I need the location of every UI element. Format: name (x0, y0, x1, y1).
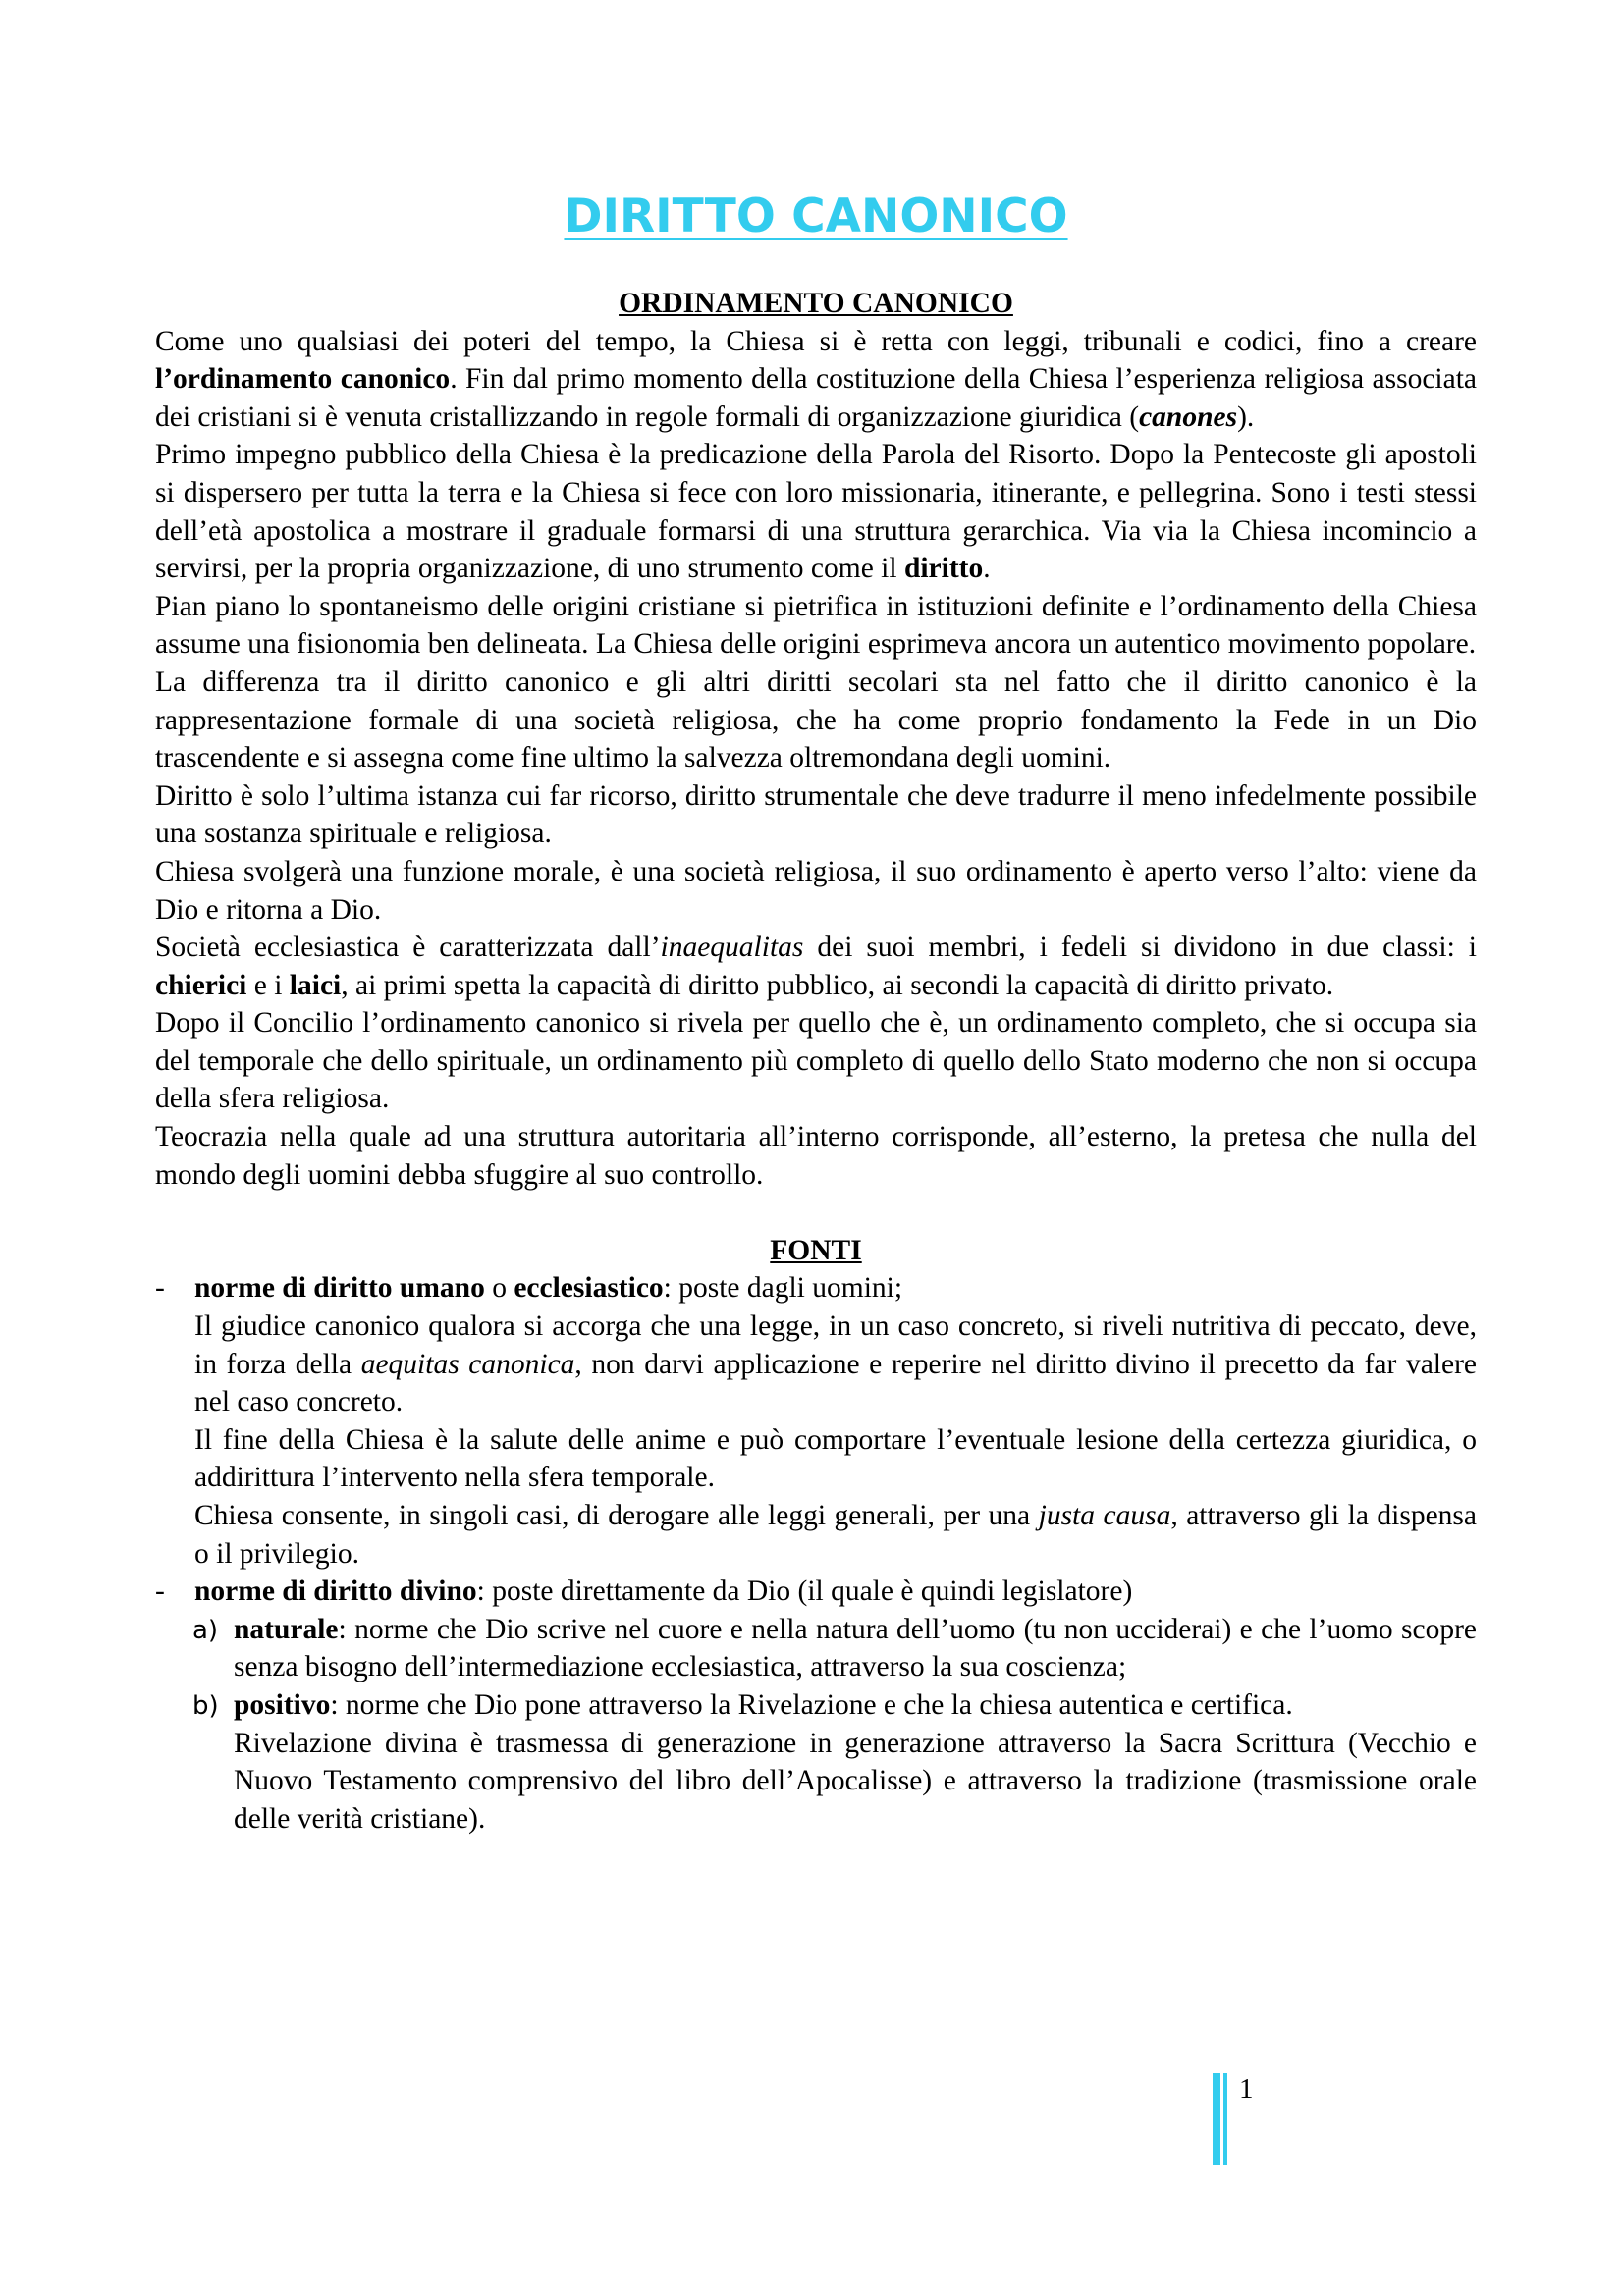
italic-term: justa causa (1038, 1500, 1171, 1531)
paragraph (155, 929, 1477, 1004)
list-item-paragraph (194, 1497, 1477, 1573)
sub-item-marker: b) (192, 1690, 219, 1721)
bold-term: l’ordinamento canonico (155, 363, 451, 396)
paragraph (155, 323, 1477, 437)
text-span: , attraverso gli la dispensa o il privilegio. (194, 1500, 1478, 1570)
bold-term: norme di diritto divino (194, 1575, 477, 1608)
text-span: : poste direttamente da Dio (il quale è quindi legislatore) (476, 1575, 1133, 1608)
text-span: . (983, 553, 991, 585)
text-span: , non darvi applicazione e reperire nel diritto divino il precetto da far valere nel caso concreto. (194, 1348, 1477, 1418)
section-heading-fonti: FONTI (770, 1234, 862, 1266)
list-item-paragraph: Il fine della Chiesa è la salute delle anime e può comportare l’eventuale lesione della certezza giuridica, o addirittura l’intervento nella sfera temporale. (194, 1423, 1477, 1494)
text-span: , ai primi spetta la capacità di diritto pubblico, ai secondi la capacità di diritto privato. (341, 969, 1334, 1001)
text-span: : norme che Dio pone attraverso la Rivelazione e che la chiesa autentica e certifica. (330, 1688, 1293, 1721)
sub-item-naturale (155, 1611, 1477, 1686)
text-span: Società ecclesiastica è caratterizzata dall’ (155, 932, 661, 964)
bold-term: diritto (903, 553, 984, 585)
footer-accent-bar (1223, 2073, 1227, 2165)
list-item-heading (194, 1269, 1477, 1308)
list-item-paragraph (194, 1308, 1477, 1421)
italic-term: inaequalitas (660, 932, 804, 964)
text-span: Primo impegno pubblico della Chiesa è la predicazione della Parola del Risorto. Dopo la Pentecoste gli apostoli si dispersero per tutta la terra e la Chiesa si fece con loro missionaria, itinerante, e pellegrina. Sono i testi stessi dell’età apostolica a mostrare il graduale formarsi di una struttura gerarchica. Via via la Chiesa incomincio a servirsi, per la propria organizzazione, di uno strumento come il (155, 439, 1477, 585)
sub-item-text (234, 1611, 1477, 1686)
list-item-diritto-divino (155, 1573, 1477, 1611)
bold-term: naturale (234, 1613, 339, 1645)
text-span: Chiesa consente, in singoli casi, di derogare alle leggi generali, per una (194, 1500, 1039, 1531)
italic-bold-term: canones (1139, 400, 1238, 433)
sub-item-marker: a) (192, 1615, 219, 1645)
sub-item-text: Rivelazione divina è trasmessa di generazione in generazione attraverso la Sacra Scrittura (Vecchio e Nuovo Testamento comprensivo del libro dell’Apocalisse) e attraverso la tradizione (trasmissione orale delle verità cristiane). (234, 1727, 1477, 1835)
list-item-diritto-umano (155, 1269, 1477, 1573)
bold-term: norme di diritto umano (194, 1272, 485, 1305)
text-span: : norme che Dio scrive nel cuore e nella natura dell’uomo (tu non ucciderai) e che l’uomo scopre senza bisogno dell’intermediazione ecclesiastica, attraverso la sua coscienza; (234, 1613, 1477, 1683)
bold-term: laici (289, 969, 342, 1001)
sub-item-text (234, 1686, 1477, 1725)
list-item-heading (194, 1573, 1477, 1611)
text-span: Come uno qualsiasi dei poteri del tempo, la Chiesa si è retta con leggi, tribunali e codici, fino a creare (155, 325, 1477, 357)
spacer (155, 1194, 1477, 1232)
text-span: e i (246, 969, 290, 1001)
text-span: Il giudice canonico qualora si accorga che una legge, in un caso concreto, si riveli nutritiva di peccato, deve, in forza della (194, 1310, 1477, 1380)
bold-term: chierici (155, 969, 247, 1001)
text-span: o (484, 1272, 514, 1305)
paragraph: Pian piano lo spontaneismo delle origini cristiane si pietrifica in istituzioni definite e l’ordinamento della Chiesa assume una fisionomia ben delineata. La Chiesa delle origini esprimeva ancora un autentico movimento popolare. (155, 590, 1477, 661)
text-span: . Fin dal primo momento della costituzione della Chiesa l’esperienza religiosa associata dei cristiani si è venuta cristallizzando in regole formali di organizzazione giuridica ( (155, 363, 1478, 433)
list-dash: - (155, 1575, 165, 1608)
paragraph: Chiesa svolgerà una funzione morale, è una società religiosa, il suo ordinamento è aperto verso l’alto: viene da Dio e ritorna a Dio. (155, 855, 1477, 926)
text-span: dei suoi membri, i fedeli si dividono in due classi: i (803, 932, 1477, 964)
footer-accent-bar (1213, 2073, 1220, 2165)
paragraph: Diritto è solo l’ultima istanza cui far ricorso, diritto strumentale che deve tradurre il meno infedelmente possibile una sostanza spirituale e religiosa. (155, 779, 1477, 850)
bold-term: ecclesiastico (514, 1272, 664, 1305)
paragraph: Dopo il Concilio l’ordinamento canonico si rivela per quello che è, un ordinamento completo, che si occupa sia del temporale che dello spirituale, un ordinamento più completo di quello dello Stato moderno che non si occupa della sfera religiosa. (155, 1007, 1477, 1115)
bold-term: positivo (234, 1688, 331, 1721)
text-span: : poste dagli uomini; (663, 1272, 903, 1305)
paragraph (155, 436, 1477, 587)
paragraph: Teocrazia nella quale ad una struttura autoritaria all’interno corrisponde, all’esterno, la pretesa che nulla del mondo degli uomini debba sfuggire al suo controllo. (155, 1121, 1477, 1191)
document-title: DIRITTO CANONICO (564, 189, 1068, 243)
page-content (155, 187, 1477, 1838)
page-number: 1 (1239, 2073, 1254, 2105)
text-span: ). (1237, 400, 1255, 433)
section-heading-ordinamento: ORDINAMENTO CANONICO (619, 288, 1013, 319)
italic-term: aequitas canonica (360, 1348, 575, 1380)
list-dash: - (155, 1272, 165, 1305)
sub-item-positivo (155, 1686, 1477, 1838)
paragraph: La differenza tra il diritto canonico e gli altri diritti secolari sta nel fatto che il diritto canonico è la rappresentazione formale di una società religiosa, che ha come proprio fondamento la Fede in un Dio trascendente e si assegna come fine ultimo la salvezza oltremondana degli uomini. (155, 666, 1477, 774)
